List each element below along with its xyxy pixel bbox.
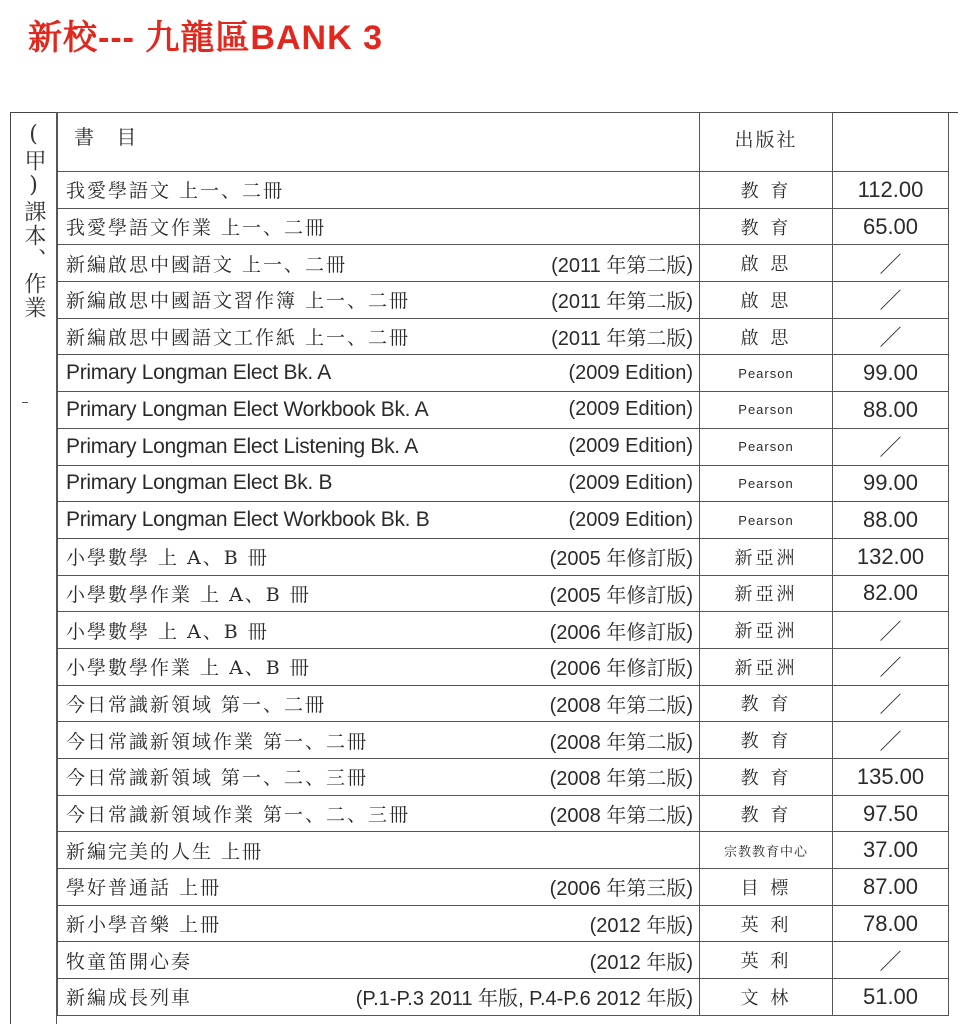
- publisher-cell: 新亞洲: [700, 575, 833, 612]
- book-title-cell: [58, 722, 700, 759]
- price-column-header: [833, 113, 949, 172]
- publisher-cell: Pearson: [700, 502, 833, 539]
- book-edition: (2011 年第二版): [551, 291, 693, 314]
- book-title-cell: [58, 905, 700, 942]
- page-title: 新校--- 九龍區BANK 3: [28, 19, 383, 57]
- price-cell: 99.00: [833, 465, 949, 502]
- price-cell: 112.00: [833, 172, 949, 209]
- book-title: Primary Longman Elect Workbook Bk. B: [66, 508, 430, 532]
- book-edition: (2009 Edition): [568, 435, 693, 458]
- book-edition: (2012 年版): [589, 915, 693, 938]
- publisher-cell: 宗教教育中心: [700, 832, 833, 869]
- book-title: 今日常識新領域 第一、二冊: [66, 693, 327, 716]
- book-title-cell: [58, 282, 700, 319]
- table-header-row: [58, 113, 949, 172]
- book-title-cell: [58, 575, 700, 612]
- price-cell: ／: [833, 282, 949, 319]
- price-cell: 51.00: [833, 979, 949, 1016]
- book-title-cell: [58, 208, 700, 245]
- price-cell: ／: [833, 685, 949, 722]
- book-title: 小學數學作業 上 A、B 冊: [66, 583, 311, 606]
- book-edition: (2009 Edition): [568, 361, 693, 384]
- price-cell: 88.00: [833, 502, 949, 539]
- book-title-cell: [58, 428, 700, 465]
- book-title: 新編完美的人生 上冊: [66, 840, 264, 863]
- publisher-cell: 新亞洲: [700, 612, 833, 649]
- price-cell: ／: [833, 942, 949, 979]
- book-edition: (P.1-P.3 2011 年版, P.4-P.6 2012 年版): [355, 988, 693, 1011]
- table-row: [58, 575, 949, 612]
- price-cell: 65.00: [833, 208, 949, 245]
- book-title: 今日常識新領域作業 第一、二冊: [66, 730, 369, 753]
- book-edition: (2005 年修訂版): [549, 584, 693, 607]
- price-cell: ／: [833, 428, 949, 465]
- book-edition: (2008 年第二版): [549, 805, 693, 828]
- price-cell: ／: [833, 612, 949, 649]
- table-row: [58, 979, 949, 1016]
- publisher-cell: 新亞洲: [700, 538, 833, 575]
- book-edition: (2008 年第二版): [549, 731, 693, 754]
- table-row: [58, 869, 949, 906]
- table-row: [58, 538, 949, 575]
- publisher-cell: Pearson: [700, 428, 833, 465]
- table-row: [58, 795, 949, 832]
- book-title: Primary Longman Elect Workbook Bk. A: [66, 397, 429, 421]
- table-row: [58, 502, 949, 539]
- book-title: 我愛學語文 上一、二冊: [66, 180, 285, 203]
- publisher-cell: Pearson: [700, 355, 833, 392]
- book-title-cell: [58, 979, 700, 1016]
- book-title: 我愛學語文作業 上一、二冊: [66, 217, 327, 240]
- table-row: [58, 392, 949, 429]
- book-edition: (2009 Edition): [568, 508, 693, 531]
- table-row: [58, 685, 949, 722]
- book-title-cell: [58, 502, 700, 539]
- book-title-cell: [58, 612, 700, 649]
- book-title-cell: [58, 172, 700, 209]
- price-cell: 88.00: [833, 392, 949, 429]
- table-row: [58, 208, 949, 245]
- table-row: [58, 942, 949, 979]
- price-cell: 37.00: [833, 832, 949, 869]
- book-title: 小學數學 上 A、B 冊: [66, 547, 269, 570]
- price-cell: 135.00: [833, 759, 949, 796]
- publisher-column-header: [700, 113, 833, 172]
- table-row: [58, 428, 949, 465]
- book-title-cell: [58, 538, 700, 575]
- title-column-header: [58, 113, 700, 172]
- book-title: 小學數學作業 上 A、B 冊: [66, 657, 311, 680]
- section-column: [10, 112, 57, 1024]
- book-title: 牧童笛開心奏: [66, 950, 193, 973]
- book-edition: (2009 Edition): [568, 471, 693, 494]
- book-title-cell: [58, 245, 700, 282]
- book-edition: (2006 年修訂版): [549, 621, 693, 644]
- publisher-cell: 教 育: [700, 759, 833, 796]
- table-row: [58, 355, 949, 392]
- book-edition: (2006 年第三版): [549, 878, 693, 901]
- book-title-cell: [58, 465, 700, 502]
- book-edition: (2006 年修訂版): [549, 658, 693, 681]
- price-cell: 82.00: [833, 575, 949, 612]
- price-cell: 97.50: [833, 795, 949, 832]
- book-title-cell: [58, 759, 700, 796]
- book-edition: (2011 年第二版): [551, 328, 693, 351]
- section-label: (甲)課本、作業: [21, 122, 46, 320]
- book-title: 新編啟思中國語文 上一、二冊: [66, 253, 348, 276]
- table-row: [58, 612, 949, 649]
- publisher-cell: 啟 思: [700, 282, 833, 319]
- book-title-cell: [58, 832, 700, 869]
- book-title-cell: [58, 685, 700, 722]
- book-title: 新小學音樂 上冊: [66, 914, 222, 937]
- book-edition: (2009 Edition): [568, 398, 693, 421]
- book-edition: (2005 年修訂版): [549, 548, 693, 571]
- book-title-cell: [58, 795, 700, 832]
- book-title: 學好普通話 上冊: [66, 877, 222, 900]
- book-title: 新編啟思中國語文習作簿 上一、二冊: [66, 290, 411, 313]
- price-cell: ／: [833, 648, 949, 685]
- publisher-cell: 文 林: [700, 979, 833, 1016]
- price-cell: ／: [833, 318, 949, 355]
- publisher-cell: 啟 思: [700, 245, 833, 282]
- book-title: Primary Longman Elect Listening Bk. A: [66, 434, 418, 458]
- publisher-cell: 教 育: [700, 795, 833, 832]
- book-edition: (2008 年第二版): [549, 768, 693, 791]
- publisher-cell: 新亞洲: [700, 648, 833, 685]
- table-row: [58, 722, 949, 759]
- publisher-cell: 教 育: [700, 722, 833, 759]
- book-edition: (2011 年第二版): [551, 254, 693, 277]
- publisher-cell: 教 育: [700, 172, 833, 209]
- publisher-cell: 英 利: [700, 905, 833, 942]
- booklist-sheet: [10, 112, 958, 1024]
- price-cell: ／: [833, 722, 949, 759]
- book-title-cell: [58, 392, 700, 429]
- price-cell: ／: [833, 245, 949, 282]
- book-title: 小學數學 上 A、B 冊: [66, 620, 269, 643]
- publisher-cell: 教 育: [700, 685, 833, 722]
- book-title-cell: [58, 318, 700, 355]
- table-row: [58, 465, 949, 502]
- title-header-label: 書 目: [74, 125, 145, 149]
- price-cell: 78.00: [833, 905, 949, 942]
- book-title-cell: [58, 648, 700, 685]
- book-title: Primary Longman Elect Bk. B: [66, 471, 333, 495]
- publisher-cell: 啟 思: [700, 318, 833, 355]
- book-title-cell: [58, 869, 700, 906]
- table-row: [58, 318, 949, 355]
- publisher-cell: 目 標: [700, 869, 833, 906]
- publisher-cell: Pearson: [700, 465, 833, 502]
- table-row: [58, 648, 949, 685]
- book-title: 新編成長列車: [66, 987, 193, 1010]
- book-title-cell: [58, 355, 700, 392]
- publisher-cell: 教 育: [700, 208, 833, 245]
- booklist-table: [57, 112, 949, 1016]
- book-edition: (2012 年版): [589, 951, 693, 974]
- price-cell: 99.00: [833, 355, 949, 392]
- publisher-cell: Pearson: [700, 392, 833, 429]
- publisher-header-label: 出版社: [734, 129, 798, 151]
- publisher-cell: 英 利: [700, 942, 833, 979]
- price-cell: 87.00: [833, 869, 949, 906]
- table-row: [58, 245, 949, 282]
- section-tick-mark: [22, 402, 28, 403]
- book-edition: (2008 年第二版): [549, 694, 693, 717]
- table-row: [58, 172, 949, 209]
- table-row: [58, 905, 949, 942]
- book-title: 新編啟思中國語文工作紙 上一、二冊: [66, 327, 411, 350]
- table-row: [58, 282, 949, 319]
- table-row: [58, 832, 949, 869]
- price-cell: 132.00: [833, 538, 949, 575]
- table-row: [58, 759, 949, 796]
- book-title: Primary Longman Elect Bk. A: [66, 361, 332, 385]
- book-title: 今日常識新領域 第一、二、三冊: [66, 767, 369, 790]
- book-title: 今日常識新領域作業 第一、二、三冊: [66, 804, 411, 827]
- book-title-cell: [58, 942, 700, 979]
